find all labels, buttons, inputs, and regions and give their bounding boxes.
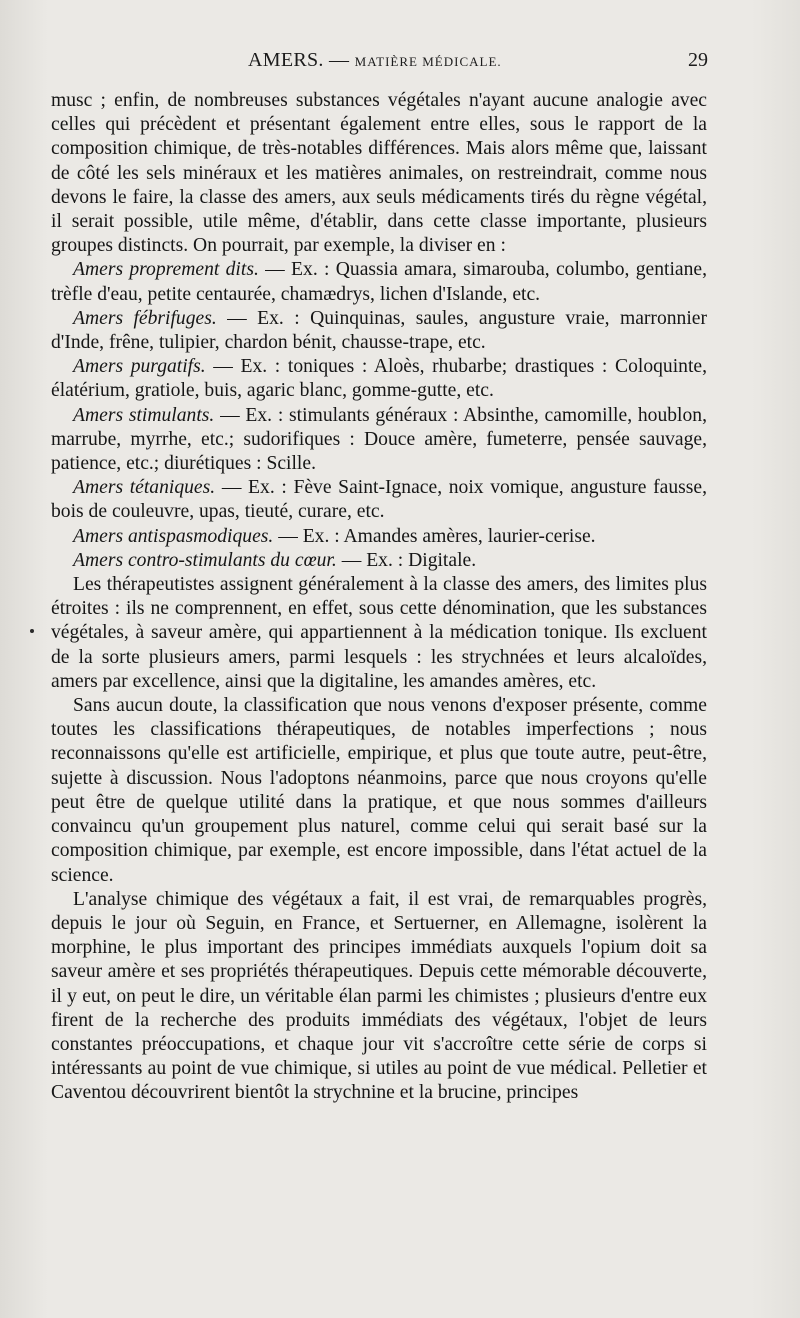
paragraph-label: Amers contro-stimulants du cœur.	[73, 549, 337, 571]
paragraph-text: — Ex. : Amandes amères, laurier-cerise.	[278, 525, 596, 547]
paragraph-text: musc ; enfin, de nombreuses substances végétales n'ayant aucune analogie avec celles qui précèdent et présentant également entre elles, sous le rapport de la composition chimique, de très-notables différences. Mais alors même que, laissant de côté les sels minéraux et les matières animales, on restreindrait, comme nous devons le faire, la classe des amers, aux seuls médicaments tirés du règne végétal, il serait possible, utile même, d'établir, dans cette classe importante, plusieurs groupes distincts. On pourrait, par exemple, la diviser en :	[51, 90, 707, 257]
paragraph	[51, 89, 707, 258]
paragraph	[51, 307, 707, 355]
paragraph-text: — Ex. : Quinquinas, saules, angusture vraie, marronnier d'Inde, frêne, tulipier, chardon bénit, chausse-trape, etc.	[51, 307, 707, 354]
running-title	[248, 49, 502, 72]
paragraph	[51, 476, 707, 524]
paragraph	[51, 404, 707, 477]
running-title-sub: MATIÈRE MÉDICALE.	[354, 54, 502, 69]
paragraph	[51, 694, 707, 888]
paragraph-label: Amers purgatifs.	[73, 356, 206, 378]
paragraph-label: Amers proprement dits.	[73, 259, 259, 281]
body-text	[51, 89, 707, 1106]
paragraph-text: — Ex. : Fève Saint-Ignace, noix vomique, angusture fausse, bois de couleuvre, upas, tieuté, curare, etc.	[51, 477, 708, 523]
paragraph-text: — Ex. : toniques : Aloès, rhubarbe; drastiques : Coloquinte, élatérium, gratiole, buis, agaric blanc, gomme-gutte, etc.	[51, 356, 707, 402]
paragraph	[51, 258, 707, 306]
paragraph	[51, 525, 707, 549]
running-header	[0, 49, 800, 79]
paragraph	[51, 355, 707, 403]
paragraph	[51, 888, 707, 1106]
running-title-main: AMERS.	[248, 49, 324, 71]
page-number: 29	[688, 49, 708, 71]
paragraph-text: — Ex. : Digitale.	[341, 549, 477, 571]
paragraph-text: — Ex. : Quassia amara, simarouba, columbo, gentiane, trèfle d'eau, petite centaurée, chamædrys, lichen d'Islande, etc.	[51, 259, 707, 305]
paragraph-label: Amers fébrifuges.	[73, 307, 217, 329]
paragraph-label: Amers stimulants.	[73, 404, 215, 426]
paragraph-label: Amers tétaniques.	[73, 477, 216, 499]
paragraph-text: Les thérapeutistes assignent généralement à la classe des amers, des limites plus étroites : ils ne comprennent, en effet, sous cette dénomination, que les substances végétales, à saveur amère, qui appartiennent à la médication tonique. Ils excluent de la sorte plusieurs amers, parmi lesquels : les strychnées et leurs alcaloïdes, amers par excellence, ainsi que la digitaline, les amandes amères, etc.	[51, 574, 707, 692]
paragraph-text: Sans aucun doute, la classification que nous venons d'exposer présente, comme toutes les classifications thérapeutiques, de notables imperfections ; nous reconnaissons qu'elle est artificielle, empirique, et plus que toute autre, peut-être, sujette à discussion. Nous l'adoptons néanmoins, parce que nous croyons qu'elle peut être de quelque utilité dans la pratique, et que nous sommes d'ailleurs convaincu qu'un groupement plus naturel, comme celui qui serait basé sur la composition chimique, par exemple, est encore impossible, dans l'état actuel de la science.	[51, 695, 707, 886]
paragraph-label: Amers antispasmodiques.	[73, 525, 274, 547]
margin-mark	[30, 629, 34, 633]
paragraph-text: — Ex. : stimulants généraux : Absinthe, camomille, houblon, marrube, myrrhe, etc.; sudorifiques : Douce amère, fumeterre, pensée sauvage, patience, etc.; diurétiques : Scille.	[51, 404, 707, 475]
paragraph	[51, 549, 707, 573]
paragraph-text: L'analyse chimique des végétaux a fait, il est vrai, de remarquables progrès, depuis le jour où Seguin, en France, et Sertuerner, en Allemagne, isolèrent la morphine, le plus important des principes immédiats auxquels l'opium doit sa saveur amère et ses propriétés thérapeutiques. Depuis cette mémorable découverte, il y eut, on peut le dire, un véritable élan parmi les chimistes ; plusieurs d'entre eux firent de la recherche des produits immédiats des végétaux, l'objet de leurs constantes préoccupations, et chaque jour vit s'accroître cette série de corps si intéressants au point de vue chimique, si utiles au point de vue médical. Pelletier et Caventou découvrirent bientôt la strychnine et la brucine, principes	[51, 888, 707, 1104]
running-title-dash: —	[329, 49, 350, 71]
paragraph	[51, 573, 707, 694]
